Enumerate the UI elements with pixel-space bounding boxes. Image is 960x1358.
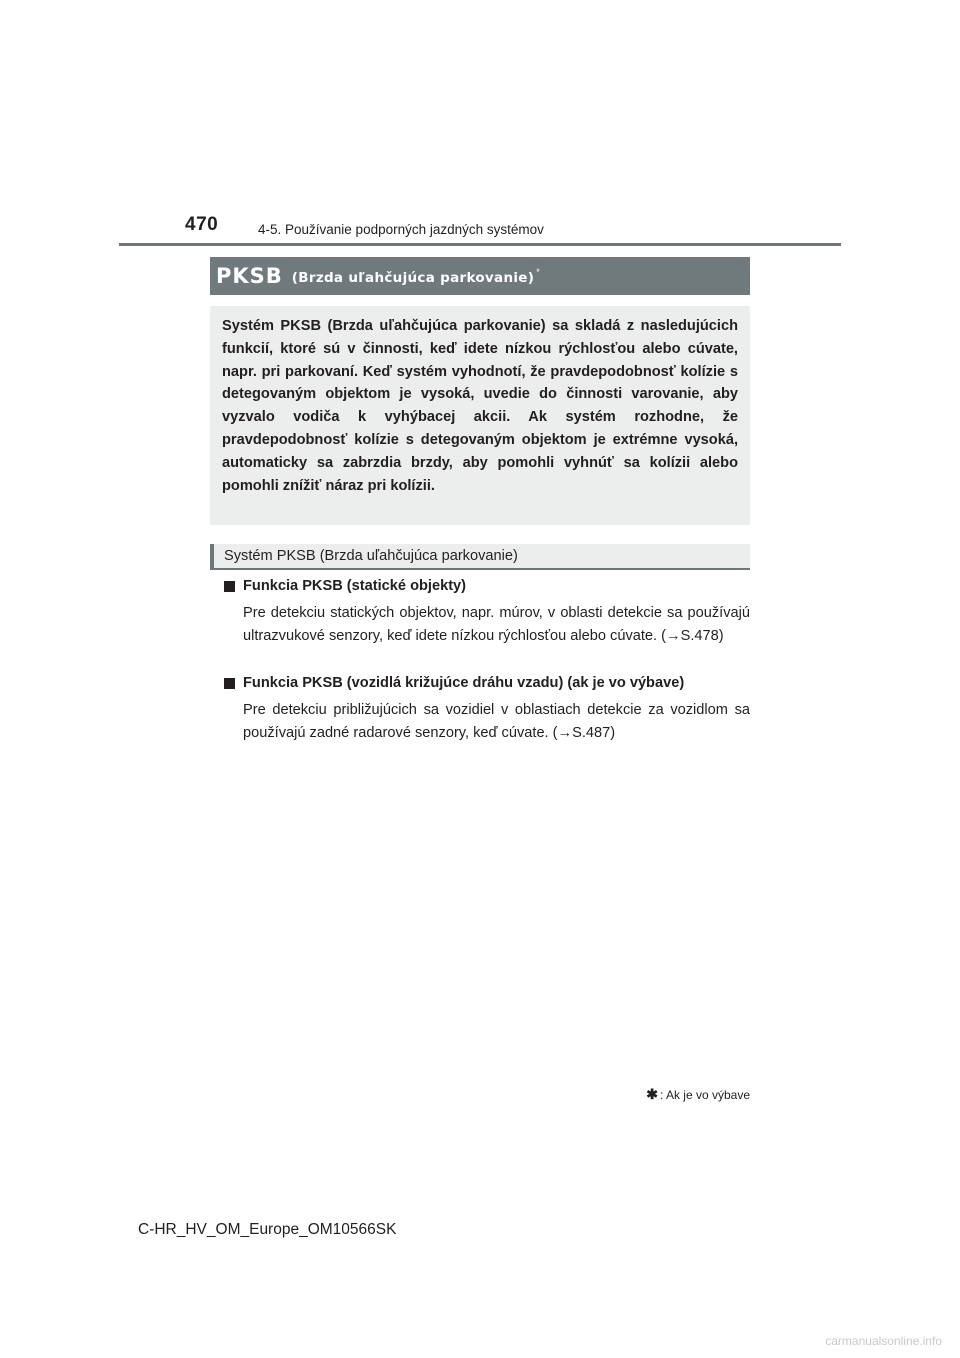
- item-heading-text: Funkcia PKSB (statické objekty): [243, 578, 467, 594]
- header-rule: [119, 243, 841, 246]
- item-heading: [224, 576, 750, 596]
- page-number: 470: [185, 214, 219, 235]
- section-subtitle: (Brzda uľahčujúca parkovanie): [291, 269, 535, 286]
- asterisk-icon: *: [536, 267, 540, 277]
- intro-box: [210, 306, 750, 525]
- item-body: Pre detekciu statických objektov, napr. múrov, v oblasti detekcie sa používajú ultrazvukové senzory, keď idete nízkou rýchlosťou alebo cúvate. (→S.478): [243, 605, 750, 644]
- item-heading-text: Funkcia PKSB (vozidlá križujúce dráhu vzadu) (ak je vo výbave): [243, 675, 685, 691]
- intro-text: Systém PKSB (Brzda uľahčujúca parkovanie) sa skladá z nasledujúcich funkcií, ktoré sú v činnosti, keď idete nízkou rýchlosťou alebo cúvate, napr. pri parkovaní. Keď systém vyhodnotí, že pravdepodobnosť kolízie s detegovaným objektom je vysoká, uvedie do činnosti varovanie, aby vyzvalo vodiča k vyhýbacej akcii. Ak systém rozhodne, že pravdepodobnosť kolízie s detegovaným objektom je extrémne vysoká, automaticky sa zabrzdia brzdy, aby pomohli vyhnúť sa kolízii alebo pomohli znížiť náraz pri kolízii.: [222, 318, 738, 494]
- section-title: PKSB: [216, 264, 283, 288]
- chapter-title: 4-5. Používanie podporných jazdných systémov: [258, 222, 544, 237]
- footnote: [646, 1086, 750, 1103]
- subsection-heading: [210, 544, 750, 570]
- asterisk-icon: ✱: [646, 1086, 658, 1102]
- item-heading: [224, 673, 750, 693]
- document-code: C-HR_HV_OM_Europe_OM10566SK: [138, 1221, 397, 1238]
- section-banner: [210, 257, 750, 295]
- list-item: [224, 576, 750, 648]
- footnote-text: : Ak je vo výbave: [659, 1087, 750, 1102]
- watermark: carmanualsonline.info: [825, 1334, 942, 1348]
- subsection-title: Systém PKSB (Brzda uľahčujúca parkovanie): [224, 548, 518, 564]
- item-body: Pre detekciu približujúcich sa vozidiel v oblastiach detekcie za vozidlom sa používajú zadné radarové senzory, keď cúvate. (→S.487): [243, 702, 750, 741]
- square-bullet-icon: [224, 678, 235, 689]
- square-bullet-icon: [224, 581, 235, 592]
- list-item: [224, 673, 750, 745]
